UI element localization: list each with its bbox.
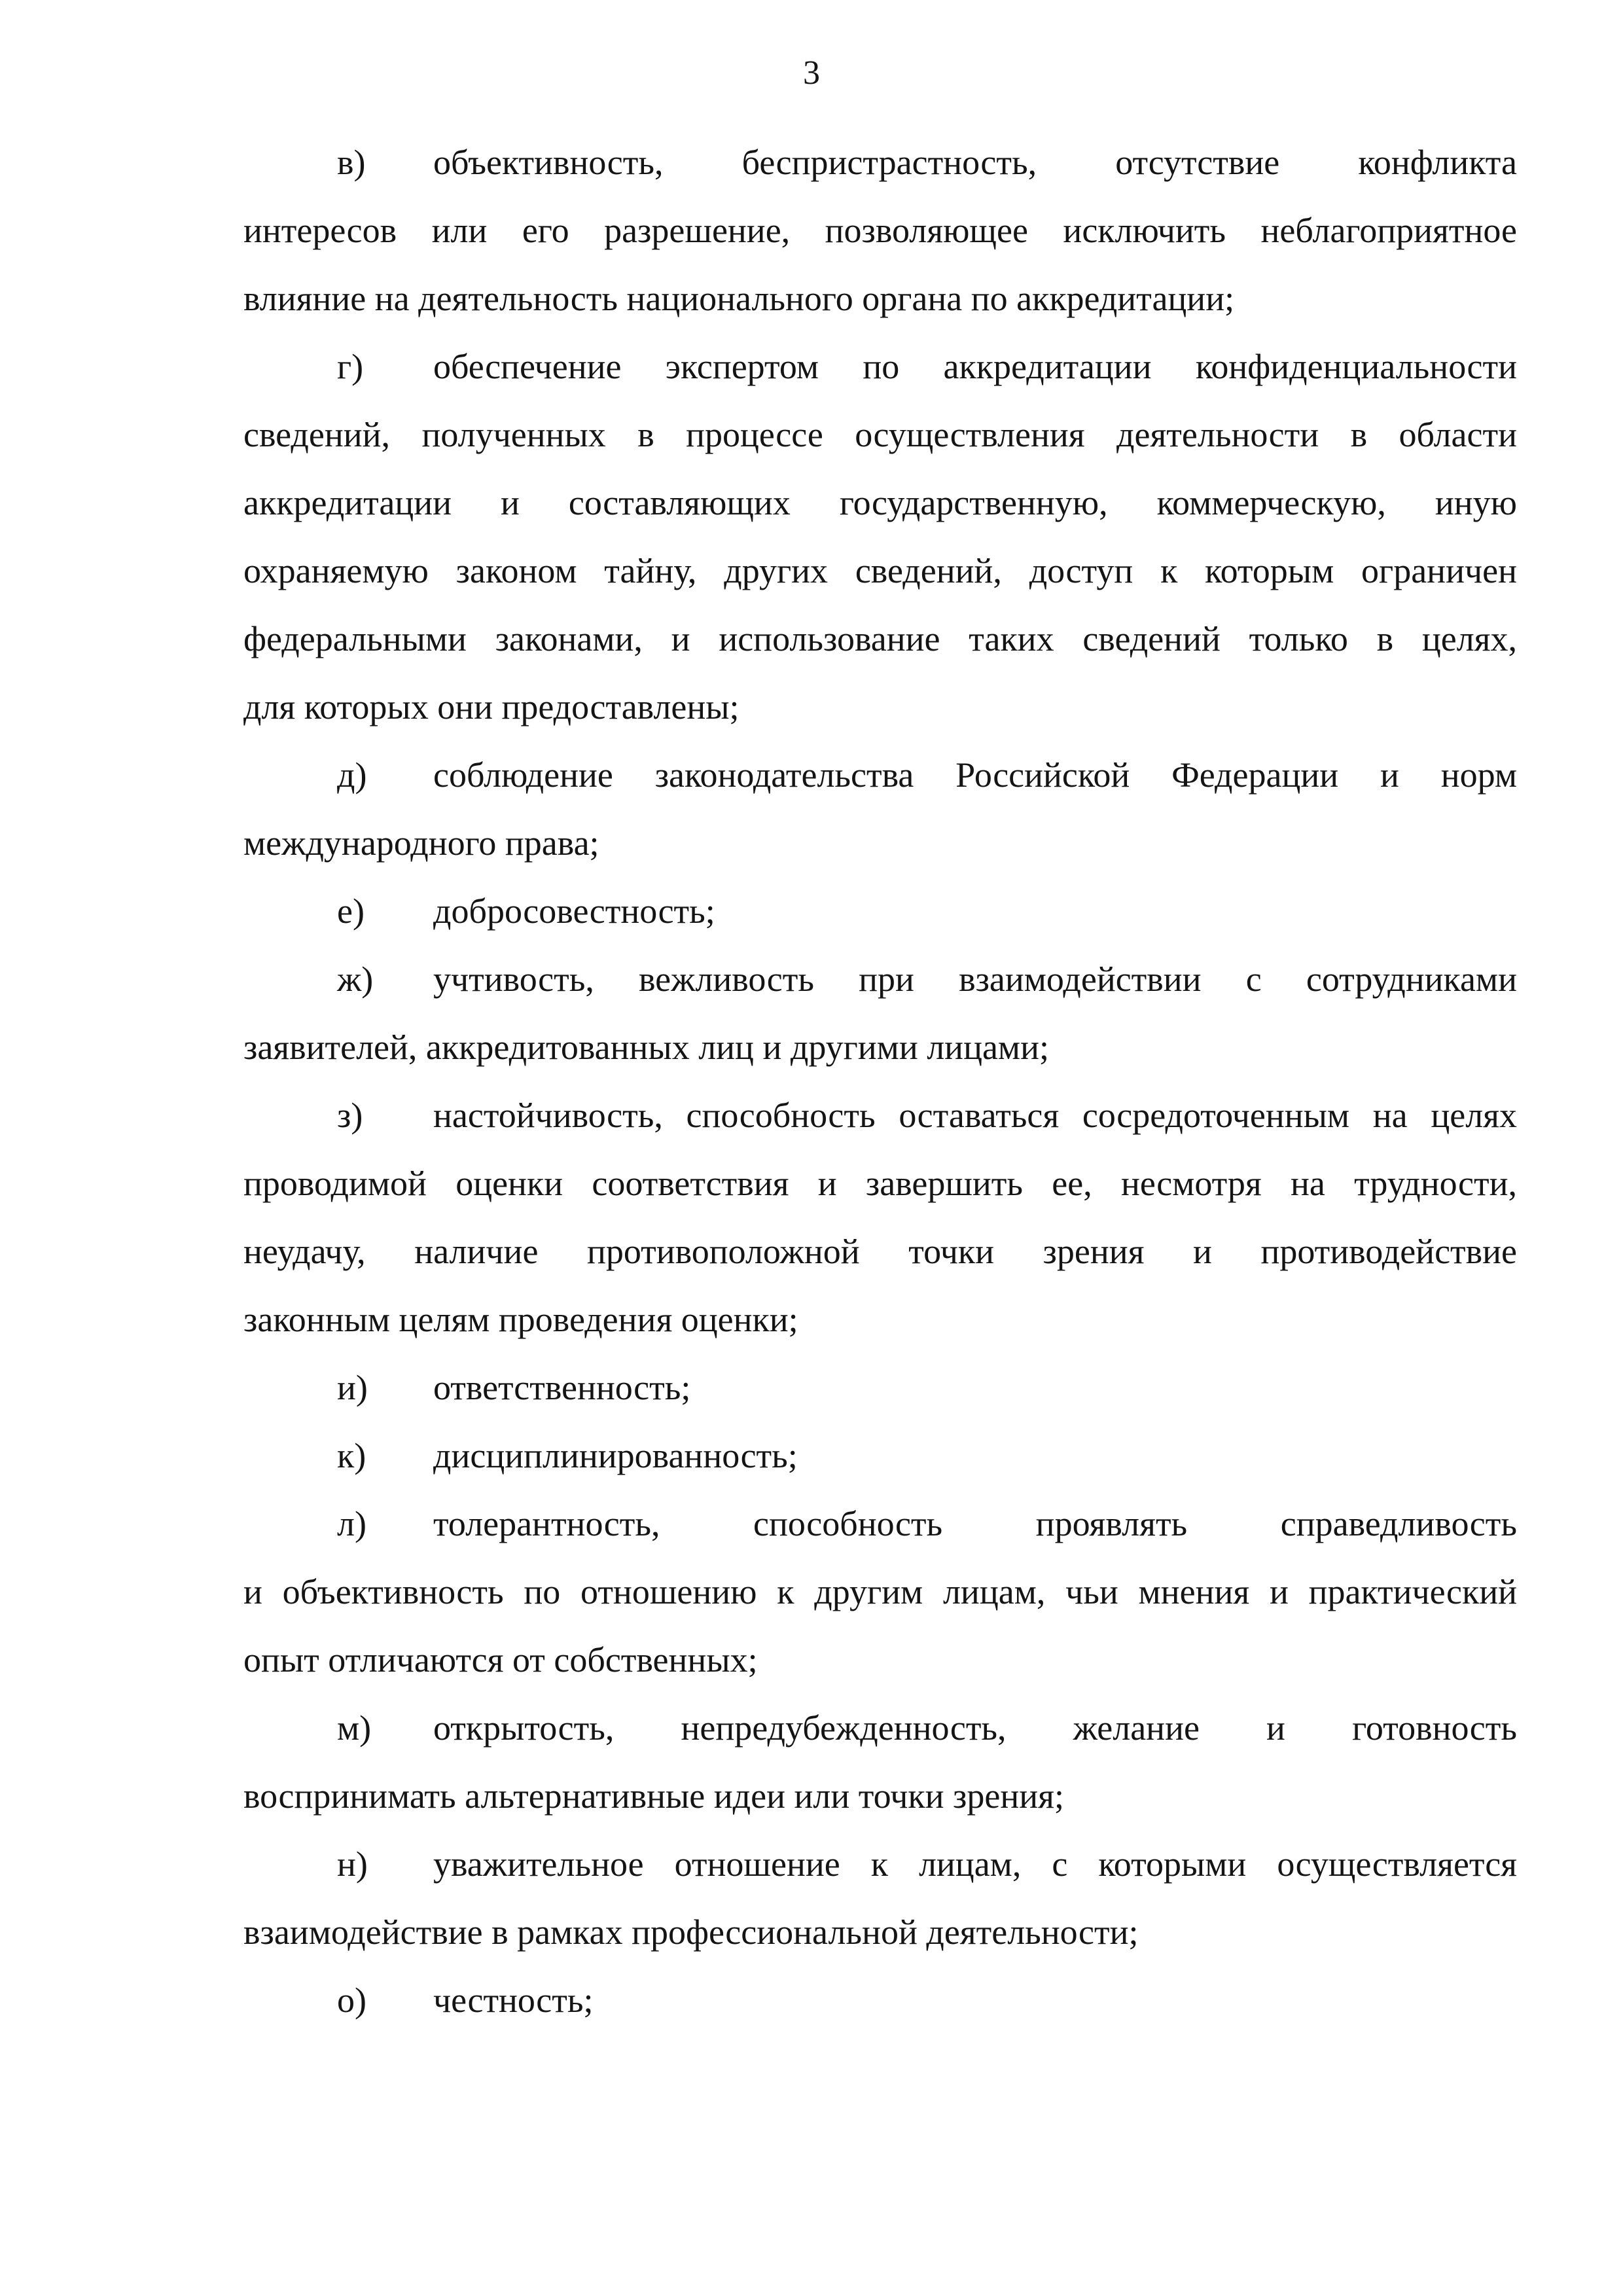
list-item-text: неудачу, наличие противоположной точки зрения и противодействие [243, 1232, 1517, 1271]
list-item-text: проводимой оценки соответствия и завершить ее, несмотря на трудности, [243, 1164, 1517, 1203]
list-item-line [243, 877, 1517, 945]
list-item-marker: д) [337, 755, 367, 795]
list-item-text: взаимодействие в рамках профессиональной деятельности; [243, 1912, 1139, 1952]
list-item [243, 1694, 1517, 1830]
list-item-text: толерантность, способность проявлять справедливость [433, 1504, 1517, 1543]
list-item-text: и объективность по отношению к другим лицам, чьи мнения и практический [243, 1572, 1517, 1611]
list-item-marker: м) [337, 1708, 372, 1748]
list-item-text: учтивость, вежливость при взаимодействии с сотрудниками [433, 960, 1517, 999]
list-item-marker: ж) [337, 960, 374, 999]
list-item-line [243, 1081, 1517, 1149]
list-item [243, 332, 1517, 741]
list-item-text: международного права; [243, 823, 599, 863]
list-item-line [243, 332, 1517, 401]
list-item-marker: в) [337, 143, 366, 182]
list-item [243, 877, 1517, 945]
list-item-marker: е) [337, 891, 365, 931]
list-item-line [243, 1830, 1517, 1898]
list-item [243, 741, 1517, 877]
list-item-text: сведений, полученных в процессе осуществления деятельности в области [243, 415, 1517, 454]
list-item-text: дисциплинированность; [433, 1436, 798, 1475]
list-item-text: ответственность; [433, 1368, 691, 1407]
list-item-text: объективность, беспристрастность, отсутствие конфликта [433, 143, 1517, 182]
document-body [243, 128, 1517, 2034]
list-item-text: аккредитации и составляющих государственную, коммерческую, иную [243, 483, 1517, 522]
list-item [243, 1830, 1517, 1966]
page-number: 3 [803, 54, 820, 92]
list-item-line [243, 945, 1517, 1013]
list-item [243, 128, 1517, 332]
list-item [243, 1081, 1517, 1354]
list-item-marker: л) [337, 1504, 366, 1543]
list-item-text: настойчивость, способность оставаться сосредоточенным на целях [433, 1096, 1517, 1135]
list-item-text: федеральными законами, и использование таких сведений только в целях, [243, 619, 1517, 658]
list-item-text: уважительное отношение к лицам, с которыми осуществляется [433, 1844, 1517, 1884]
list-item [243, 945, 1517, 1081]
list-item-marker: н) [337, 1844, 368, 1884]
list-item-text: заявителей, аккредитованных лиц и другими лицами; [243, 1028, 1050, 1067]
list-item-text: добросовестность; [433, 891, 715, 931]
list-item-text: опыт отличаются от собственных; [243, 1640, 758, 1679]
list-item-text: обеспечение экспертом по аккредитации конфиденциальности [433, 347, 1517, 386]
list-item-line [243, 1422, 1517, 1490]
list-item [243, 1422, 1517, 1490]
list-item-text: для которых они предоставлены; [243, 687, 740, 726]
list-item-line [243, 1490, 1517, 1558]
list-item-line [243, 128, 1517, 196]
list-item-marker: к) [337, 1436, 366, 1475]
list-item-marker: о) [337, 1981, 366, 2020]
list-item-text: влияние на деятельность национального органа по аккредитации; [243, 279, 1235, 318]
list-item-line [243, 741, 1517, 809]
list-item-marker: и) [337, 1368, 368, 1407]
list-item-text: законным целям проведения оценки; [243, 1300, 798, 1339]
list-item [243, 1490, 1517, 1694]
list-item-marker: г) [337, 347, 364, 386]
list-item-line [243, 1966, 1517, 2034]
list-item-line [243, 1354, 1517, 1422]
list-item-line [243, 1694, 1517, 1762]
list-item-text: честность; [433, 1981, 594, 2020]
list-item [243, 1354, 1517, 1422]
list-item-text: интересов или его разрешение, позволяющее исключить неблагоприятное [243, 211, 1517, 250]
list-item-text: охраняемую законом тайну, других сведений, доступ к которым ограничен [243, 551, 1517, 590]
list-item-text: открытость, непредубежденность, желание и готовность [433, 1708, 1517, 1748]
list-item-text: соблюдение законодательства Российской Федерации и норм [433, 755, 1517, 795]
list-item-text: воспринимать альтернативные идеи или точки зрения; [243, 1776, 1064, 1816]
list-item [243, 1966, 1517, 2034]
list-item-marker: з) [337, 1096, 363, 1135]
